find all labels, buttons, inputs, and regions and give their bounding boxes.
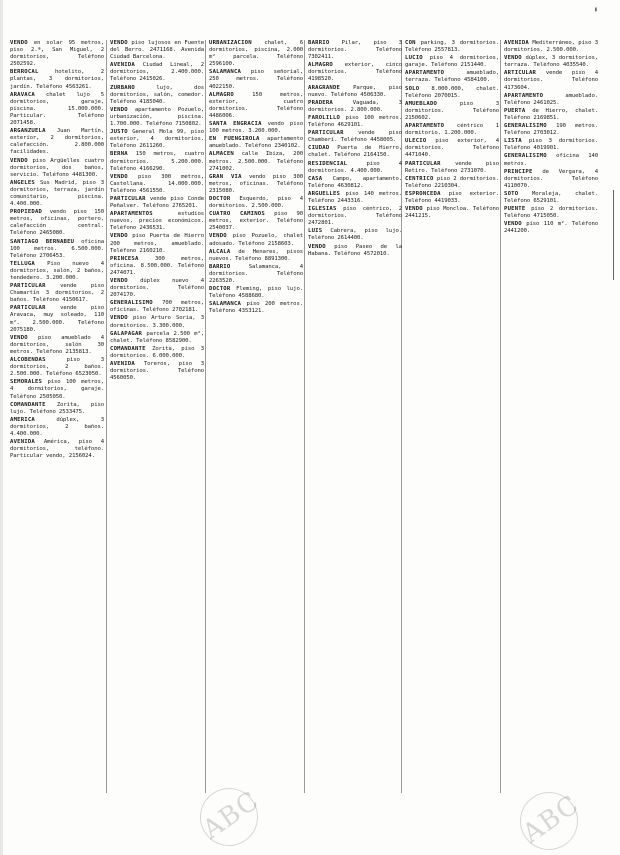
classified-ad	[308, 115, 402, 129]
ad-text: piso 3 dormitorios. Teléfono 2150602.	[405, 100, 499, 121]
classified-column	[110, 40, 204, 793]
ad-text: piso 140 metros. Teléfono 2443316.	[308, 190, 402, 204]
classified-ad	[308, 130, 402, 144]
classified-ad	[504, 108, 598, 122]
ad-heading: AVENIDA	[110, 62, 135, 69]
classified-column	[504, 40, 598, 793]
ad-text: piso Arturo Soria, 3 dormitorios. 3.300.000.	[110, 315, 204, 329]
ad-text: vendo piso 300 metros, oficinas. Teléfono 2315080.	[209, 173, 303, 194]
classified-ad	[110, 361, 204, 382]
ad-text: vendo piso 100 metros. 3.200.000.	[209, 121, 303, 135]
classified-ad	[308, 62, 402, 83]
ad-text: piso amueblado 4 dormitorios, salón 30 metros. Teléfono 2135813.	[10, 334, 104, 355]
classified-ad	[308, 228, 402, 242]
classified-ad	[110, 174, 204, 195]
ad-heading: VENDO	[10, 157, 28, 164]
classified-ad	[405, 40, 499, 54]
ad-heading: PARTICULAR	[405, 160, 441, 167]
ad-text: piso exterior, 4 dormitorios. Teléfono 4471040.	[405, 138, 499, 159]
ad-heading: GENERALISIMO	[504, 153, 547, 160]
ad-heading: JUSTO	[110, 129, 128, 136]
ad-text: 8.000.000, chalet. Teléfono 2070015.	[405, 85, 499, 99]
ad-text: vende piso Aravaca, muy soleado, 110 m². 2.500.000. Teléfono 2075180.	[10, 305, 104, 333]
classified-ad	[308, 40, 402, 61]
ad-heading: URBANIZACION	[209, 40, 252, 46]
classified-ad	[405, 138, 499, 159]
ad-heading: SANTA ENGRACIA	[209, 121, 262, 128]
classified-ad	[10, 402, 104, 416]
classified-ad	[504, 40, 598, 54]
ad-text: lujo, dos dormitorios, salón, comedor. Teléfono 4185040.	[110, 84, 204, 105]
ad-heading: GENERALISIMO	[110, 300, 153, 307]
ad-text: exterior, cinco dormitorios. Teléfono 4198520.	[308, 62, 402, 83]
classified-ad	[209, 211, 303, 232]
ad-text: Esquerdo, piso 4 dormitorios. 2.500.000.	[209, 195, 303, 210]
ad-heading: SEMORALES	[10, 379, 43, 386]
ad-text: piso Paseo de la Habana. Teléfono 4572010.	[308, 243, 402, 257]
classified-column	[308, 40, 402, 793]
column-rule	[500, 40, 501, 793]
ad-text: parking, 3 dormitorios. Teléfono 2557813.	[405, 40, 499, 54]
classified-ad	[110, 196, 204, 210]
classified-ad	[10, 261, 104, 282]
classified-ad	[10, 69, 104, 90]
column-rule	[304, 40, 305, 793]
ad-text: piso 3 dormitorios, 2 baños. 2.500.000. Teléfono 6523050.	[10, 357, 104, 378]
ad-text: Salamanca, 4 dormitorios. Teléfono 2263520.	[209, 263, 303, 284]
classified-ad	[405, 55, 499, 69]
watermark-stamp: ABC	[509, 781, 590, 855]
classified-ad	[504, 169, 598, 190]
ad-heading: ARTICULAR	[504, 70, 537, 77]
ad-heading: APARTAMENTOS	[110, 211, 153, 218]
classified-ad	[10, 158, 104, 179]
ad-heading: AVENIDA	[10, 439, 35, 446]
ad-heading: PARTICULAR	[10, 305, 46, 312]
ad-text: chalet lujo 5 dormitorios, garaje, piscina. 15.000.000. Particular. Teléfono 2071458.	[10, 91, 104, 127]
ad-heading: LISTA	[504, 138, 522, 145]
classified-ad	[110, 331, 204, 345]
ad-text: América, piso 4 dormitorios, teléfono. Particular vendo, 2156024.	[10, 439, 104, 460]
classified-ad	[504, 123, 598, 137]
ad-text: piso 4 dormitorios, garaje. Teléfono 2151440.	[405, 55, 499, 69]
ad-heading: VENDO	[504, 221, 522, 228]
classified-ad	[209, 136, 303, 150]
ad-heading: ALMAGRO	[209, 91, 234, 98]
classified-ad	[504, 93, 598, 107]
ad-heading: LUIS	[308, 228, 323, 235]
ad-text: Moraleja, chalet. Teléfono 6529101.	[504, 190, 598, 204]
classified-column	[209, 40, 303, 793]
ad-text: piso céntrico, 2 dormitorios. Teléfono 2472801.	[308, 206, 402, 227]
ad-text: en solar 95 metros, piso 2.ª, San Miguel, 2 dormitorios, Teléfono 2502592.	[10, 40, 104, 68]
classified-ad	[10, 439, 104, 460]
ad-heading: SOLO	[405, 85, 420, 92]
ad-text: Toreros, piso 3 dormitorios. Teléfono 4560050.	[110, 361, 204, 382]
classified-ad	[209, 233, 303, 247]
ad-heading: ARGUELLES	[308, 190, 341, 197]
ad-heading: DOCTOR	[209, 195, 231, 202]
classified-ad	[110, 211, 204, 232]
ad-heading: AVENIDA	[110, 361, 135, 368]
ad-text: Zorita, piso 3 dormitorios. 6.000.000.	[110, 345, 204, 359]
ad-heading: VENDO	[110, 40, 128, 46]
ad-text: piso 110 m². Teléfono 2441200.	[504, 221, 598, 235]
ad-heading: PROPIEDAD	[10, 209, 43, 216]
ad-heading: VENDO	[10, 40, 28, 46]
ad-heading: RESIDENCIAL	[308, 160, 348, 167]
ad-text: piso 4 dormitorios. 4.400.000.	[308, 160, 402, 174]
ad-text: de Hierro, chalet. Teléfono 2169851.	[504, 107, 598, 121]
ad-heading: ZURBANO	[110, 84, 135, 91]
classified-ad	[10, 305, 104, 333]
classified-ad	[10, 379, 104, 400]
ad-heading: GENERALISIMO	[504, 123, 547, 130]
ad-text: 150 metros, exterior, cuatro dormitorios. Teléfono 4486006.	[209, 91, 303, 119]
ad-heading: SANTIAGO BERNABEU	[10, 238, 75, 245]
classified-ad	[10, 283, 104, 304]
ad-heading: EN FUENGIROLA	[209, 136, 260, 143]
classified-ad	[308, 85, 402, 99]
classified-ad	[405, 86, 499, 100]
ad-text: Juan Martín, exterior, 2 dormitorios, calefacción. 2.800.000 facilidades.	[10, 128, 104, 156]
ad-text: Vaguada, 3 dormitorios. 2.800.000.	[308, 99, 402, 113]
classified-ad	[209, 92, 303, 120]
ad-heading: VENDO	[308, 243, 326, 250]
ad-heading: TELLUGA	[10, 260, 35, 267]
ad-text: Parque, piso nuevo. Teléfono 4506330.	[308, 84, 402, 98]
ad-heading: VENDO	[405, 206, 423, 213]
classified-ad	[405, 176, 499, 190]
classified-ad	[110, 85, 204, 106]
classified-column	[10, 40, 104, 793]
ad-heading: VENDO	[504, 55, 522, 62]
ad-text: piso Argüelles cuatro dormitorios, dos baños, servicio. Teléfono 4481300.	[10, 157, 104, 178]
ad-heading: ARGANZUELA	[10, 128, 46, 135]
ad-text: Sus Madrid, piso 3 dormitorios, terraza, jardín comunitario, piscina. 4.400.000.	[10, 179, 104, 208]
ad-heading: BARRIO	[209, 263, 231, 270]
column-rule	[205, 40, 206, 793]
classified-ad	[308, 145, 402, 159]
classified-ad	[504, 55, 598, 69]
ad-text: apartamento Pozuelo, urbanización, piscina. 1.700.000. Teléfono 7150802.	[110, 106, 204, 128]
ad-text: amueblado, terraza. Teléfono 4584100.	[405, 70, 499, 84]
ad-heading: VENDO	[209, 233, 227, 240]
classified-ad	[110, 129, 204, 150]
ad-text: piso 300 metros, Castellana. 14.000.000. Teléfono 4561550.	[110, 173, 204, 194]
ad-text: Mediterráneo, piso 3 dormitorios. 2.500.000.	[504, 40, 598, 54]
margin-mark	[613, 190, 614, 280]
ad-heading: ALCALA	[209, 248, 231, 255]
ad-heading: ARAGRANDE	[308, 84, 341, 91]
ad-heading: PARTICULAR	[110, 195, 146, 202]
classified-ad	[10, 335, 104, 356]
classified-ad	[110, 278, 204, 299]
classified-ad	[209, 121, 303, 135]
ad-text: piso Puerta de Hierro 200 metros, amueblado. Teléfono 2160210.	[110, 233, 204, 254]
ad-text: Puerta de Hierro, chalet. Teléfono 2164150.	[308, 145, 402, 159]
classified-ad	[504, 70, 598, 91]
ad-heading: VENDO	[110, 315, 128, 322]
ad-text: Campo, apartamento. Teléfono 4630812.	[308, 175, 402, 189]
classified-ad	[209, 249, 303, 263]
ad-text: apartamento amueblado. Teléfono 2340102.	[209, 136, 303, 150]
ad-heading: BARRIO	[308, 40, 330, 46]
ad-text: vende piso Chamartín 3 dormitorios, 2 baños. Teléfono 4150617.	[10, 283, 104, 304]
classified-ad	[10, 209, 104, 237]
classified-ad	[308, 100, 402, 114]
ad-text: 150 metros, cuatro dormitorios. 5.200.000. Teléfono 4166290.	[110, 151, 204, 172]
ad-text: calle Ibiza, 200 metros. 2.500.000. Teléfono 2741002.	[209, 151, 303, 172]
classified-ad	[110, 315, 204, 329]
ad-heading: ALMACEN	[209, 151, 234, 158]
ad-heading: BERNA	[110, 151, 128, 158]
ad-text: 190 metros. Teléfono 2703012.	[504, 123, 598, 137]
classified-ad	[209, 151, 303, 172]
ad-text: piso 90 metros, exterior. Teléfono 2540037.	[209, 211, 303, 232]
classified-ad	[405, 191, 499, 205]
ad-text: hotelito, 2 plantas, 3 dormitorios, jardín. Teléfono 4563261.	[10, 69, 104, 90]
classified-ad	[504, 153, 598, 167]
ad-text: de Vergara, 4 dormitorios. Teléfono 4110070.	[504, 168, 598, 189]
classified-ad	[10, 239, 104, 260]
ad-text: Cabrera, piso lujo. Teléfono 2614400.	[308, 228, 402, 242]
ad-text: General Mola 99, piso exterior, 4 dormitorios. Teléfono 2611260.	[110, 129, 204, 150]
ad-heading: ALMAGRO	[308, 62, 333, 69]
ad-heading: PARTICULAR	[10, 283, 46, 290]
ad-heading: PRINCESA	[110, 255, 139, 262]
ad-heading: VENDO	[110, 233, 128, 240]
ad-text: piso 200 metros. Teléfono 4353121.	[209, 301, 303, 315]
ad-heading: GRAN VIA	[209, 173, 242, 180]
ad-heading: APARTAMENTO	[504, 92, 544, 99]
classified-ad	[110, 107, 204, 128]
ad-heading: BERROCAL	[10, 69, 39, 76]
ad-text: céntrico 1 dormitorio. 1.200.000.	[405, 123, 499, 137]
ad-heading: CENTRICO	[405, 175, 434, 182]
classified-ad	[209, 174, 303, 195]
ad-heading: ULECIO	[405, 138, 427, 145]
ad-heading: CIUDAD	[308, 145, 330, 152]
ad-heading: COMANDANTE	[10, 401, 46, 408]
ad-heading: GALAPAGAR	[110, 330, 143, 337]
classified-ad	[10, 128, 104, 156]
ad-heading: ALCOBENDAS	[10, 357, 46, 364]
ad-text: amueblado. Teléfono 2461025.	[504, 92, 598, 106]
ad-heading: DOCTOR	[209, 286, 231, 293]
classified-ad	[10, 92, 104, 127]
classified-ad	[308, 206, 402, 227]
ad-text: dúplex, 3 dormitorios, terraza. Teléfono 4035540.	[504, 55, 598, 69]
ad-heading: CASA	[308, 175, 323, 182]
classified-ad	[10, 40, 104, 68]
classified-ad	[209, 264, 303, 285]
ad-heading: CUATRO CAMINOS	[209, 211, 265, 218]
ad-heading: PUERTA	[504, 107, 526, 114]
classified-ad	[10, 417, 104, 438]
ad-text: vende piso 4 dormitorios. Teléfono 4173604.	[504, 70, 598, 91]
classified-ad	[308, 176, 402, 190]
ad-heading: APARTAMENTO	[405, 70, 445, 77]
classified-ad	[110, 40, 204, 61]
classified-ad	[504, 138, 598, 152]
classified-ad	[209, 196, 303, 210]
ad-text: chalet, 6 dormitorios, piscina, 2.000 m² parcela. Teléfono 2596100.	[209, 40, 303, 68]
classified-ad	[308, 244, 402, 258]
ad-text: estudios nuevos, precios económicos. Teléfono 2436531.	[110, 211, 204, 232]
classified-ad	[110, 256, 204, 277]
ad-heading: SALAMANCA	[209, 301, 242, 308]
classified-ad	[110, 300, 204, 314]
ad-text: vende piso Retiro. Teléfono 2731070.	[405, 160, 499, 174]
ad-heading: AMERICA	[10, 416, 35, 423]
ad-heading: SALAMANCA	[209, 69, 242, 76]
classified-ad	[10, 180, 104, 208]
classified-ad	[405, 101, 499, 122]
ad-text: oficina 140 metros.	[504, 153, 598, 167]
ad-heading: COMANDANTE	[110, 345, 146, 352]
classified-ad	[308, 161, 402, 175]
ad-text: piso señorial, 250 metros. Teléfono 4022150.	[209, 69, 303, 90]
ad-text: piso 2 dormitorios. Teléfono 2210304.	[405, 175, 499, 189]
watermark-stamp: ABC	[189, 777, 270, 855]
ad-heading: PRADERA	[308, 99, 333, 106]
ad-heading: CON	[405, 40, 416, 46]
ad-heading: AMUEBLADO	[405, 100, 438, 107]
classified-ad	[405, 206, 499, 220]
classified-ad	[110, 233, 204, 254]
ad-text: vende piso Conde Peñalver. Teléfono 2765201.	[110, 195, 204, 210]
classified-ad	[209, 69, 303, 90]
corner-tick: '	[594, 6, 598, 22]
ad-text: Zorita, piso lujo. Teléfono 2533475.	[10, 401, 104, 415]
ad-heading: APARTAMENTO	[405, 123, 445, 130]
ad-text: oficina 100 metros. 6.500.000. Teléfono 2706453.	[10, 238, 104, 259]
ad-heading: VENDO	[110, 278, 128, 284]
ad-heading: VENDO	[110, 106, 128, 113]
ad-text: 700 metros, oficinas. Teléfono 2702181.	[110, 300, 204, 314]
classified-ad	[209, 40, 303, 68]
ad-text: piso exterior. Teléfono 4419033.	[405, 190, 499, 204]
ad-heading: PRINCIPE	[504, 168, 533, 175]
ad-heading: SOTO	[504, 190, 519, 197]
classified-ad	[209, 286, 303, 300]
classified-ad	[110, 151, 204, 172]
ad-heading: FAROLILLO	[308, 114, 341, 121]
classified-column	[405, 40, 499, 793]
ad-text: de Henares, pisos nuevos. Teléfono 8891300.	[209, 248, 303, 262]
ad-text: 300 metros, oficina. 8.500.000. Teléfono 2474071.	[110, 255, 204, 276]
ad-text: parcela 2.500 m², chalet. Teléfono 8582900.	[110, 330, 204, 344]
ad-text: Fleming, piso lujo. Teléfono 4588680.	[209, 286, 303, 300]
ad-heading: ARAVACA	[10, 91, 35, 98]
classified-ad	[209, 301, 303, 315]
ad-heading: PUENTE	[504, 206, 526, 213]
classified-ad	[405, 70, 499, 84]
ad-text: piso 3 dormitorios. Teléfono 4019901.	[504, 138, 598, 152]
ad-text: vendo piso 150 metros, oficinas, portero, calefacción central. Teléfono 2465080.	[10, 209, 104, 237]
ad-heading: IGLESIAS	[308, 206, 337, 213]
ad-heading: AVENIDA	[504, 40, 529, 46]
classified-ad	[504, 206, 598, 220]
classified-ad	[504, 191, 598, 205]
ad-text: piso 2 dormitorios. Teléfono 4715050.	[504, 206, 598, 220]
ad-heading: PARTICULAR	[308, 130, 344, 137]
ad-heading: VENDO	[110, 173, 128, 180]
classified-ad	[10, 357, 104, 378]
ad-text: piso Moncloa. Teléfono 2441215.	[405, 206, 499, 220]
classified-ad	[405, 123, 499, 137]
ad-heading: VENDO	[10, 334, 28, 341]
ad-text: piso lujosos en Fuente del Berro. 2471168. Avenida Ciudad Barcelona.	[110, 40, 204, 61]
ad-heading: ESPRONCEDA	[405, 190, 441, 197]
classified-ad	[405, 161, 499, 175]
column-rule	[106, 40, 107, 793]
ad-text: vende piso Chamberí. Teléfono 4458005.	[308, 130, 402, 144]
classified-ad	[110, 62, 204, 83]
page-edge	[0, 0, 3, 855]
ad-text: dúplex, 3 dormitorios, 2 baños. 4.400.000.	[10, 416, 104, 437]
classified-ad	[504, 221, 598, 235]
ad-text: Ciudad Lineal, 2 dormitorios, 2.400.000. Teléfono 2415026.	[110, 62, 204, 83]
classified-ad	[110, 346, 204, 360]
ad-text: Piso nuevo 4 dormitorios, salón, 2 baños, tendedero. 3.200.000.	[10, 260, 104, 281]
classified-ad	[308, 191, 402, 205]
ad-heading: LUCIO	[405, 55, 423, 62]
ad-text: dúplex nuevo 4 dormitorios. Teléfono 2074170.	[110, 278, 204, 299]
ad-text: piso 100 metros. Teléfono 4629101.	[308, 114, 402, 129]
ad-text: piso 100 metros, 4 dormitorios, garaje. Teléfono 2505050.	[10, 379, 104, 400]
ad-text: Pilar, piso 3 dormitorios. Teléfono 7302411.	[308, 40, 402, 61]
ad-text: piso Pozuelo, chalet adosado. Teléfono 2158603.	[209, 233, 303, 247]
ad-heading: ANGELES	[10, 179, 35, 186]
